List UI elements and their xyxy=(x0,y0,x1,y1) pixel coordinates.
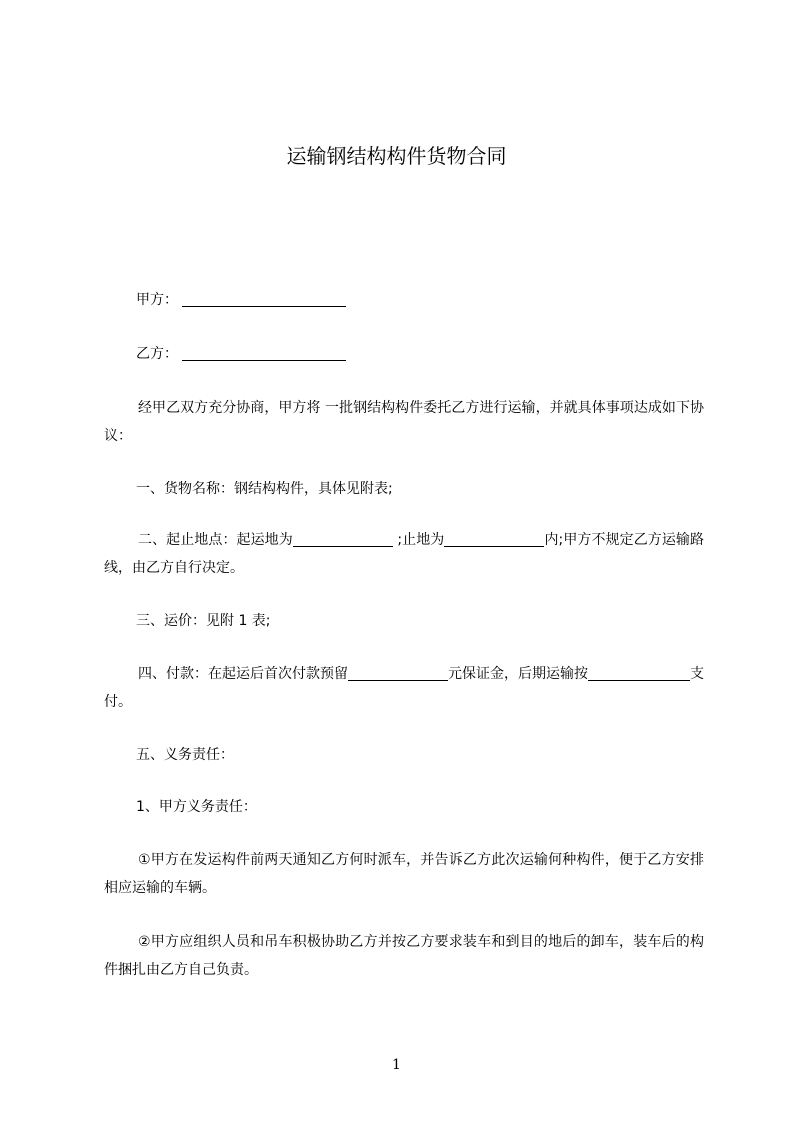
party-a-line xyxy=(104,290,736,310)
obligation-item-2: ②甲方应组织人员和吊车积极协助乙方并按乙方要求装车和到目的地后的卸车，装车后的构件捆扎由乙方自己负责。 xyxy=(104,934,704,978)
clause-1: 一、货物名称：钢结构构件，具体见附表; xyxy=(136,481,393,497)
sub-clause-1: 1、甲方义务责任： xyxy=(136,799,257,815)
clause-4-text-a: 四、付款：在起运后首次付款预留 xyxy=(138,666,348,682)
obligation-item-1: ①甲方在发运构件前两天通知乙方何时派车，并告诉乙方此次运输何种构件，便于乙方安排相应运输的车辆。 xyxy=(104,852,704,896)
deposit-blank xyxy=(348,666,448,681)
clause-3: 三、运价：见附 1 表; xyxy=(136,613,271,629)
clause-5: 五、义务责任： xyxy=(136,747,234,763)
page-number: 1 xyxy=(392,1057,401,1073)
clause-2 xyxy=(104,526,704,582)
intro-paragraph: 经甲乙双方充分协商，甲方将 一批钢结构构件委托乙方进行运输，并就具体事项达成如下协议： xyxy=(104,400,704,444)
clause-2-text-b: ;止地为 xyxy=(392,532,445,548)
clause-2-text-c: 内;甲方不规定乙方运输路线，由乙方自行决定。 xyxy=(104,532,704,576)
party-b-line xyxy=(104,344,736,364)
clause-2-text-a: 二、起止地点：起运地为 xyxy=(138,532,293,548)
origin-blank xyxy=(293,532,393,547)
clause-4-text-c: 支付。 xyxy=(104,666,704,710)
payment-terms-blank-1 xyxy=(588,666,644,681)
document-title: 运输钢结构构件货物合同 xyxy=(286,144,507,168)
destination-blank xyxy=(444,532,544,547)
party-a-label: 甲方： xyxy=(136,292,178,308)
party-b-blank xyxy=(182,346,346,361)
party-b-label: 乙方： xyxy=(136,346,178,362)
clause-4-text-b: 元保证金，后期运输按 xyxy=(448,666,588,682)
party-a-blank xyxy=(182,292,346,307)
clause-4 xyxy=(104,660,704,716)
payment-terms-blank-2 xyxy=(644,666,690,681)
